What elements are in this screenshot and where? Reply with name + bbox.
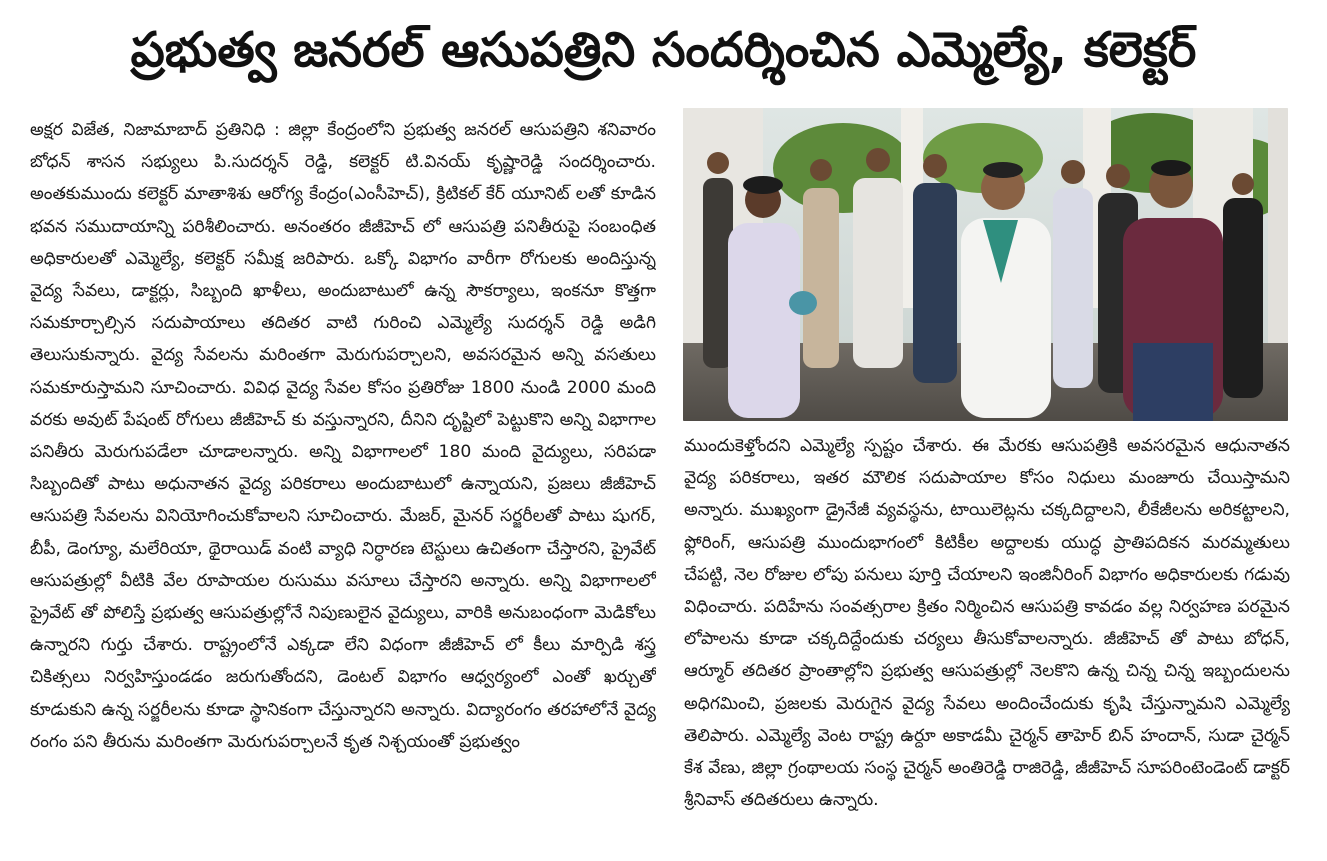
article-paragraph-left: అక్షర విజేత, నిజామాబాద్ ప్రతినిధి : జిల్లా కేంద్రంలోని ప్రభుత్వ జనరల్ ఆసుపత్రిని శనివారం బోధన్ శాసన సభ్యులు పి.సుదర్శన్ రెడ్డి, కలెక్టర్ టి.వినయ్ కృష్ణారెడ్డి సందర్శించారు. అంతకుముందు కలెక్టర్ మాతాశిశు ఆరోగ్య కేంద్రం(ఎంసీహెచ్), క్రిటికల్ కేర్ యూనిట్ లతో కూడిన భవన సముదాయాన్ని పరిశీలించారు. అనంతరం జీజీహెచ్ లో ఆసుపత్రి పనితీరుపై సంబంధిత అధికారులతో ఎమ్మెల్యే, కలెక్టర్ సమీక్ష జరిపారు. ఒక్కో విభాగం వారీగా రోగులకు అందిస్తున్న వైద్య సేవలు, డాక్టర్లు, సిబ్బంది ఖాళీలు, అందుబాటులో ఉన్న సౌకర్యాలు, ఇంకనూ కొత్తగా సమకూర్చాల్సిన సదుపాయాలు తదితర వాటి గురించి ఎమ్మెల్యే సుదర్శన్ రెడ్డి అడిగి తెలుసుకున్నారు. వైద్య సేవలను మరింతగా మెరుగుపర్చాలని, అవసరమైన అన్ని వసతులు సమకూరుస్తామని సూచించారు. వివిధ వైద్య సేవల కోసం ప్రతిరోజు 1800 నుండి 2000 మంది వరకు అవుట్ పేషంట్ రోగులు జీజీహెచ్ కు వస్తున్నారని, దీనిని దృష్టిలో పెట్టుకొని అన్ని విభాగాల పనితీరు మెరుగుపడేలా చూడాలన్నారు. అన్ని విభాగాలలో 180 మంది వైద్యులు, సరిపడా సిబ్బందితో పాటు అధునాతన వైద్య పరికరాలు అందుబాటులో ఉన్నాయని, ప్రజలు జీజీహెచ్ ఆసుపత్రి సేవలను వినియోగించుకోవాలని సూచించారు. మేజర్, మైనర్ సర్జరీలతో పాటు షుగర్, బీపీ, డెంగ్యూ, మలేరియా, థైరాయిడ్ వంటి వ్యాధి నిర్ధారణ టెస్టులు ఉచితంగా చేస్తారని, ప్రైవేట్ ఆసుపత్రుల్లో వీటికి వేల రూపాయల రుసుము వసూలు చేస్తారని అన్నారు. అన్ని విభాగాలలో ప్రైవేట్ తో పోలిస్తే ప్రభుత్వ ఆసుపత్రుల్లోనే నిపుణులైన వైద్యులు, వారికి అనుబంధంగా మెడికోలు ఉన్నారని గుర్తు చేశారు. రాష్ట్రంలోనే ఎక్కడా లేని విధంగా జీజీహెచ్ లో కీలు మార్పిడి శస్త్ర చికిత్సలు నిర్వహిస్తుండడం జరుగుతోందని, డెంటల్ విభాగం ఆధ్వర్యంలో ఎంతో ఖర్చుతో కూడుకుని ఉన్న సర్జరీలను కూడా స్థానికంగా చేస్తున్నారని అన్నారు. విద్యారంగం తరహాలోనే వైద్య రంగం పని తీరును మరింతగా మెరుగుపర్చాలనే కృత నిశ్చయంతో ప్రభుత్వం xyxy=(30,120,656,752)
hospital-visit-photo xyxy=(683,108,1288,421)
headline: ప్రభుత్వ జనరల్ ఆసుపత్రిని సందర్శించిన ఎమ్మెల్యే, కలెక్టర్ xyxy=(130,22,1197,78)
article-body-left-column xyxy=(30,114,656,844)
article-paragraph-right: ముందుకెళ్తోందని ఎమ్మెల్యే స్పష్టం చేశారు. ఈ మేరకు ఆసుపత్రికి అవసరమైన ఆధునాతన వైద్య పరికరాలు, ఇతర మౌలిక సదుపాయాల కోసం నిధులు మంజూరు చేయిస్తామని అన్నారు. ముఖ్యంగా డ్రైనేజీ వ్యవస్థను, టాయిలెట్లను చక్కదిద్దాలని, లీకేజీలను అరికట్టాలని, ఫ్లోరింగ్, ఆసుపత్రి ముందుభాగంలో కిటికీల అద్దాలకు యుద్ధ ప్రాతిపదికన మరమ్మతులు చేపట్టి, నెల రోజుల లోపు పనులు పూర్తి చేయాలని ఇంజినీరింగ్ విభాగం అధికారులకు గడువు విధించారు. పదిహేను సంవత్సరాల క్రితం నిర్మించిన ఆసుపత్రి కావడం వల్ల నిర్వహణ పరమైన లోపాలను కూడా చక్కదిద్దేందుకు చర్యలు తీసుకోవాలన్నారు. జీజీహెచ్ తో పాటు బోధన్, ఆర్మూర్ తదితర ప్రాంతాల్లోని ప్రభుత్వ ఆసుపత్రుల్లో నెలకొని ఉన్న చిన్న చిన్న ఇబ్బందులను అధిగమించి, ప్రజలకు మెరుగైన వైద్య సేవలు అందించేందుకు కృషి చేస్తున్నామని ఎమ్మెల్యే తెలిపారు. ఎమ్మెల్యే వెంట రాష్ట్ర ఉర్దూ అకాడమీ చైర్మన్ తాహెర్ బిన్ హందాన్, సుడా చైర్మన్ కేశ వేణు, జిల్లా గ్రంథాలయ సంస్థ చైర్మన్ అంతిరెడ్డి రాజిరెడ్డి, జీజీహెచ్ సూపరింటెండెంట్ డాక్టర్ శ్రీనివాస్ తదితరులు ఉన్నారు. xyxy=(684,436,1290,811)
article-body-right-column xyxy=(684,430,1290,840)
news-photo xyxy=(683,108,1288,421)
